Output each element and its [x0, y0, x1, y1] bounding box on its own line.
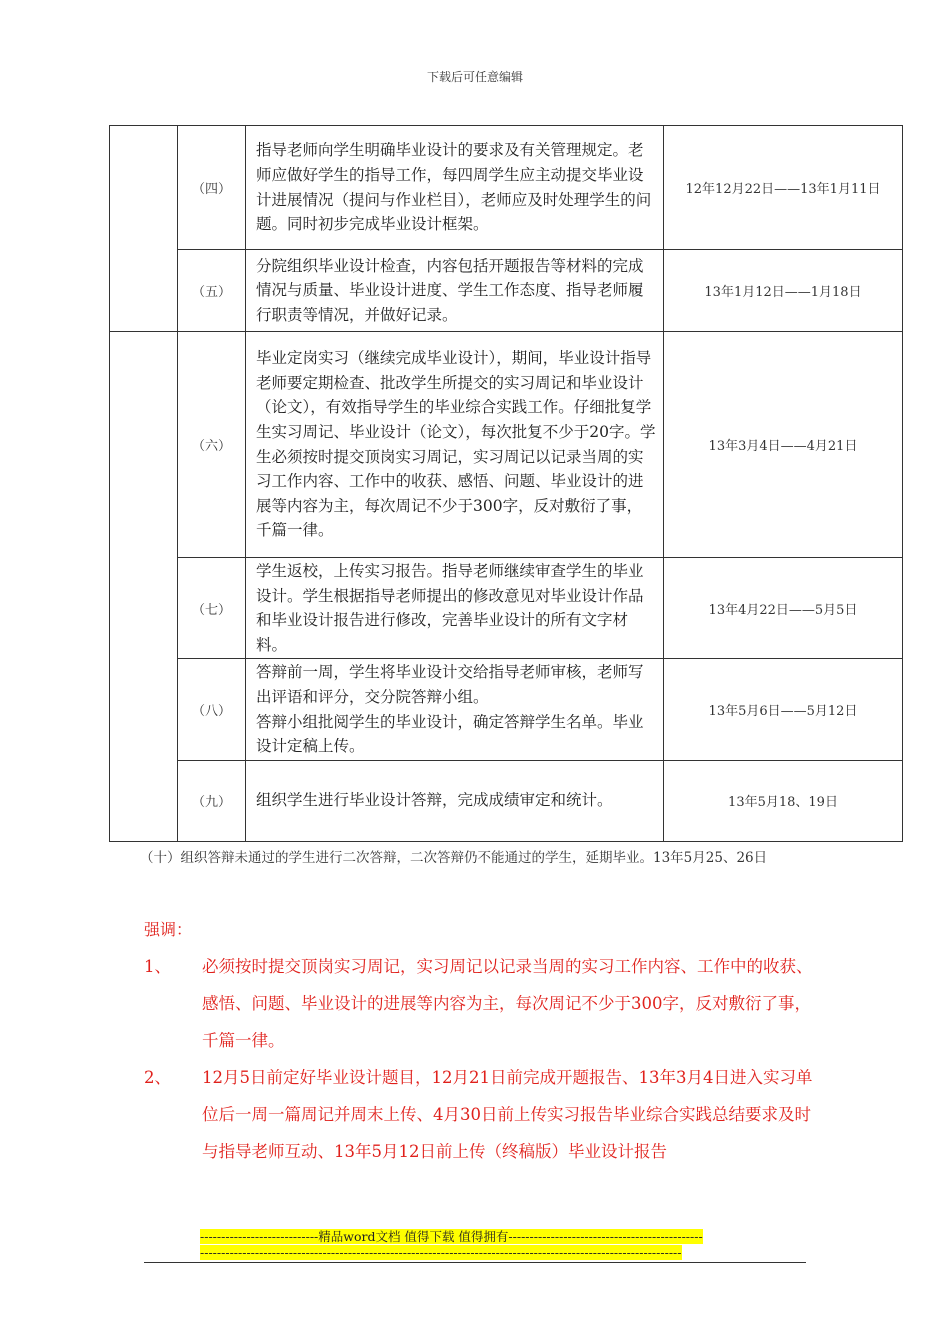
footer-banner-line: ----------------------------精品word文档 值得下载 值得拥有---------------------------------------------- [200, 1229, 703, 1244]
row-content: 分院组织毕业设计检查，内容包括开题报告等材料的完成情况与质量、毕业设计进度、学生工作态度、指导老师履行职责等情况，并做好记录。 [246, 250, 664, 332]
row-number: （八） [178, 659, 246, 760]
footer-banner [200, 1229, 748, 1261]
emphasis-item [144, 948, 814, 1059]
header-note: 下载后可任意编辑 [426, 70, 523, 84]
row-date: 13年5月18、19日 [664, 760, 903, 841]
footer-divider [144, 1262, 806, 1263]
row-content-line: 答辩小组批阅学生的毕业设计，确定答辩学生名单。毕业设计定稿上传。 [256, 712, 644, 756]
row-number: （五） [178, 250, 246, 332]
emphasis-title: 强调： [144, 920, 193, 939]
row-date: 12年12月22日——13年1月11日 [664, 126, 903, 250]
table-row [110, 558, 903, 659]
row-content-line: 答辩前一周，学生将毕业设计交给指导老师审核，老师写出评语和评分，交分院答辩小组。 [256, 663, 644, 706]
row-content [246, 659, 664, 760]
table-row [110, 760, 903, 841]
stage-cell [110, 126, 178, 332]
emphasis-item-number: 1、 [144, 957, 171, 976]
row-content: 毕业定岗实习（继续完成毕业设计），期间，毕业设计指导老师要定期检查、批改学生所提交的实习周记和毕业设计（论文），有效指导学生的毕业综合实践工作。仔细批复学生实习周记、毕业设计（论文），每次批复不少于20字。学生必须按时提交顶岗实习周记，实习周记以记录当周的实习工作内容、工作中的收获、感悟、问题、毕业设计的进展等内容为主，每次周记不少于300字，反对敷衍了事，千篇一律。 [246, 332, 664, 558]
table-row [110, 332, 903, 558]
footer-banner-line: ------------------------------------------------------------------------------------------------------------------ [200, 1245, 682, 1260]
row-number: （七） [178, 558, 246, 659]
emphasis-item-text: 12月5日前定好毕业设计题目，12月21日前完成开题报告、13年3月4日进入实习单位后一周一篇周记并周末上传、4月30日前上传实习报告毕业综合实践总结要求及时与指导老师互动、13年5月12日前上传（终稿版）毕业设计报告 [202, 1068, 813, 1161]
table-row [110, 126, 903, 250]
row-number: （九） [178, 760, 246, 841]
stage-cell [110, 332, 178, 842]
row-date: 13年3月4日——4月21日 [664, 332, 903, 558]
schedule-table [109, 125, 903, 842]
emphasis-list [144, 948, 814, 1170]
row-content: 指导老师向学生明确毕业设计的要求及有关管理规定。老师应做好学生的指导工作，每四周学生应主动提交毕业设计进展情况（提问与作业栏目），老师应及时处理学生的问题。同时初步完成毕业设计框架。 [246, 126, 664, 250]
emphasis-item-text: 必须按时提交顶岗实习周记，实习周记以记录当周的实习工作内容、工作中的收获、感悟、问题、毕业设计的进展等内容为主，每次周记不少于300字，反对敷衍了事，千篇一律。 [202, 957, 813, 1050]
row-number: （四） [178, 126, 246, 250]
row-content: 学生返校，上传实习报告。指导老师继续审查学生的毕业设计。学生根据指导老师提出的修改意见对毕业设计作品和毕业设计报告进行修改，完善毕业设计的所有文字材料。 [246, 558, 664, 659]
row-number: （六） [178, 332, 246, 558]
row-content: 组织学生进行毕业设计答辩，完成成绩审定和统计。 [246, 760, 664, 841]
row-date: 13年5月6日——5月12日 [664, 659, 903, 760]
row-date: 13年4月22日——5月5日 [664, 558, 903, 659]
row-date: 13年1月12日——1月18日 [664, 250, 903, 332]
table-row [110, 250, 903, 332]
table-row [110, 659, 903, 760]
after-table-note: （十）组织答辩未通过的学生进行二次答辩，二次答辩仍不能通过的学生，延期毕业。13年5月25、26日 [140, 850, 768, 866]
emphasis-item [144, 1059, 814, 1170]
emphasis-item-number: 2、 [144, 1068, 171, 1087]
